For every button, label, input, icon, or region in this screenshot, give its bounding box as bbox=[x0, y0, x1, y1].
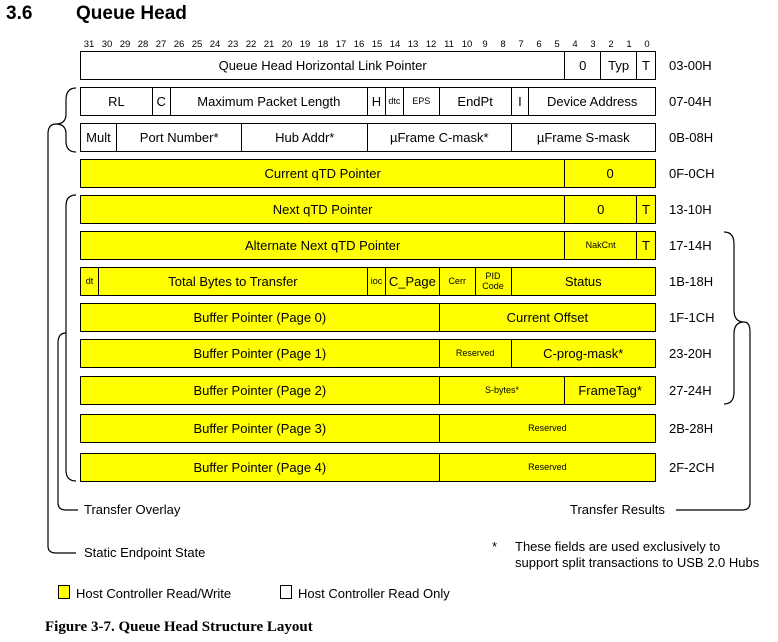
offset-label: 17-14H bbox=[669, 238, 712, 253]
bit-number: 14 bbox=[389, 39, 401, 50]
field-cell: Status bbox=[564, 273, 602, 289]
transfer-overlay-line bbox=[58, 333, 78, 510]
bit-number: 20 bbox=[281, 39, 293, 50]
field-cell: Current qTD Pointer bbox=[81, 160, 565, 187]
legend-swatch-read-write bbox=[58, 585, 70, 599]
field-cell: Hub Addr* bbox=[242, 124, 368, 151]
bit-number: 22 bbox=[245, 39, 257, 50]
field-cell: RL bbox=[81, 88, 153, 115]
static-endpoint-bracket bbox=[56, 88, 76, 152]
bit-number: 3 bbox=[590, 39, 596, 50]
static-endpoint-line bbox=[48, 124, 76, 553]
field-cell: C bbox=[153, 88, 171, 115]
legend-read-only-label: Host Controller Read Only bbox=[298, 586, 450, 601]
bit-number: 7 bbox=[518, 39, 524, 50]
field-cell: µFrame S-mask bbox=[536, 129, 630, 145]
static-endpoint-state-label: Static Endpoint State bbox=[84, 545, 206, 560]
bit-number: 11 bbox=[444, 39, 454, 50]
field-cell: Device Address bbox=[547, 93, 638, 109]
offset-label: 1F-1CH bbox=[669, 310, 715, 325]
field-cell: dt bbox=[81, 268, 99, 295]
bit-number: 17 bbox=[335, 39, 347, 50]
field-cell: C-prog-mask* bbox=[543, 345, 624, 361]
transfer-results-line bbox=[676, 322, 750, 510]
bit-number: 5 bbox=[554, 39, 560, 50]
field-cell: Total Bytes to Transfer bbox=[99, 268, 368, 295]
offset-label: 23-20H bbox=[669, 346, 712, 361]
offset-label: 2F-2CH bbox=[669, 460, 715, 475]
bit-number: 12 bbox=[425, 39, 437, 50]
field-cell: Buffer Pointer (Page 3) bbox=[81, 415, 440, 442]
bit-number: 18 bbox=[317, 39, 329, 50]
bit-number: 1 bbox=[626, 39, 632, 50]
offset-label: 27-24H bbox=[669, 383, 712, 398]
field-cell: 0 bbox=[606, 165, 614, 181]
field-cell: Reserved bbox=[528, 422, 567, 433]
bit-number: 15 bbox=[371, 39, 383, 50]
field-cell: I bbox=[512, 88, 530, 115]
legend-read-write-label: Host Controller Read/Write bbox=[76, 586, 232, 601]
section-title: Queue Head bbox=[76, 3, 187, 24]
transfer-overlay-label: Transfer Overlay bbox=[84, 502, 181, 517]
field-cell: Reserved bbox=[528, 461, 567, 472]
offset-label: 13-10H bbox=[669, 202, 712, 217]
field-cell: NakCnt bbox=[565, 232, 637, 259]
offset-label: 2B-28H bbox=[669, 421, 714, 436]
offset-label: 03-00H bbox=[669, 58, 712, 73]
field-cell: Maximum Packet Length bbox=[171, 88, 368, 115]
bit-number: 9 bbox=[482, 39, 488, 50]
bit-number: 19 bbox=[299, 39, 311, 50]
field-cell: FrameTag* bbox=[578, 382, 642, 398]
field-cell: C_Page bbox=[386, 268, 440, 295]
transfer-results-bracket bbox=[724, 232, 744, 404]
bit-number: 21 bbox=[263, 39, 275, 50]
field-cell: ioc bbox=[368, 268, 386, 295]
field-cell: Buffer Pointer (Page 2) bbox=[81, 377, 440, 404]
field-cell: Queue Head Horizontal Link Pointer bbox=[81, 52, 565, 79]
bit-number: 25 bbox=[191, 39, 203, 50]
bit-number: 16 bbox=[353, 39, 365, 50]
bit-number: 27 bbox=[155, 39, 167, 50]
field-cell: H bbox=[368, 88, 386, 115]
field-cell: T bbox=[642, 237, 650, 253]
field-cell: Current Offset bbox=[506, 309, 589, 325]
footnote-marker: * bbox=[492, 539, 498, 554]
transfer-overlay-bracket bbox=[66, 195, 76, 481]
field-cell: Port Number* bbox=[117, 124, 243, 151]
field-cell: dtc bbox=[386, 88, 404, 115]
field-cell: Reserved bbox=[440, 340, 512, 367]
field-cell: Buffer Pointer (Page 4) bbox=[81, 454, 440, 481]
transfer-results-label: Transfer Results bbox=[570, 502, 665, 517]
bit-number: 13 bbox=[407, 39, 419, 50]
figure-caption: Figure 3-7. Queue Head Structure Layout bbox=[45, 619, 313, 635]
field-cell: EndPt bbox=[440, 88, 512, 115]
bit-number: 30 bbox=[101, 39, 113, 50]
bit-number: 6 bbox=[536, 39, 542, 50]
bit-number: 2 bbox=[608, 39, 614, 50]
field-cell: Mult bbox=[81, 124, 117, 151]
offset-label: 1B-18H bbox=[669, 274, 714, 289]
bit-number: 4 bbox=[572, 39, 578, 50]
bit-number: 24 bbox=[209, 39, 221, 50]
offset-label: 0F-0CH bbox=[669, 166, 715, 181]
field-cell: Alternate Next qTD Pointer bbox=[81, 232, 565, 259]
field-cell: Buffer Pointer (Page 1) bbox=[81, 340, 440, 367]
offset-label: 07-04H bbox=[669, 94, 712, 109]
field-cell: T bbox=[642, 57, 650, 73]
bit-number: 0 bbox=[644, 39, 650, 50]
offset-label: 0B-08H bbox=[669, 130, 714, 145]
field-cell: T bbox=[642, 201, 650, 217]
field-cell: 0 bbox=[565, 52, 601, 79]
field-cell: 0 bbox=[565, 196, 637, 223]
field-cell: µFrame C-mask* bbox=[368, 124, 512, 151]
legend-swatch-read-only bbox=[280, 585, 292, 599]
field-cell: EPS bbox=[404, 88, 440, 115]
bit-number: 28 bbox=[137, 39, 149, 50]
bit-number: 29 bbox=[119, 39, 131, 50]
field-cell: PID Code bbox=[476, 268, 512, 295]
section-number: 3.6 bbox=[6, 3, 33, 24]
bit-number: 8 bbox=[500, 39, 506, 50]
field-cell: Next qTD Pointer bbox=[81, 196, 565, 223]
bit-number: 26 bbox=[173, 39, 185, 50]
bit-number: 31 bbox=[83, 39, 95, 50]
field-cell: Cerr bbox=[440, 268, 476, 295]
field-cell: Buffer Pointer (Page 0) bbox=[81, 304, 440, 331]
footnote-text: These fields are used exclusively to support split transactions to USB 2.0 Hubs bbox=[515, 539, 760, 570]
bit-number: 10 bbox=[461, 39, 473, 50]
field-cell: S-bytes* bbox=[440, 377, 566, 404]
bit-number: 23 bbox=[227, 39, 239, 50]
field-cell: Typ bbox=[601, 52, 637, 79]
